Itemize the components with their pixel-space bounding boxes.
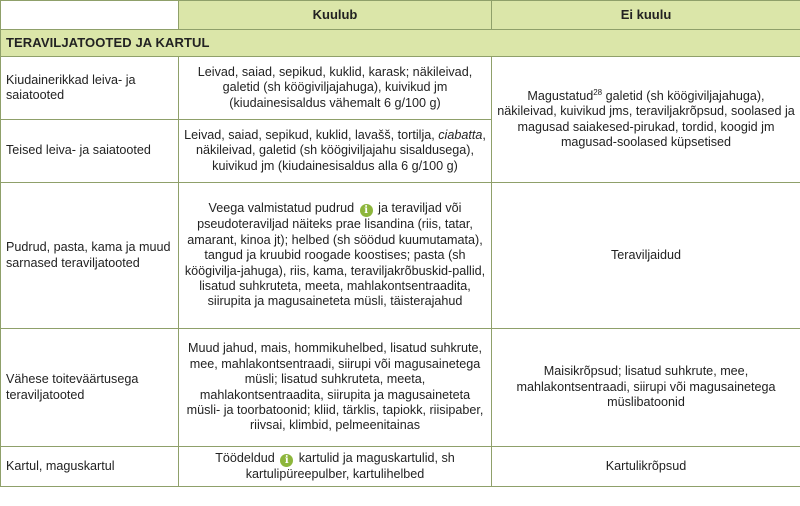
row-category: Kiudainerikkad leiva- ja saiatooted: [1, 57, 179, 120]
row-category: Kartul, maguskartul: [1, 447, 179, 487]
table-row: [1, 183, 800, 329]
row-excludes: [492, 57, 800, 183]
row-includes: Leivad, saiad, sepikud, kuklid, karask; näkileivad, galetid (sh köögiviljajahuga), kuivikud jm (kiudainesisaldus vähemalt 6 g/100 g): [179, 57, 492, 120]
header-includes: Kuulub: [179, 1, 492, 30]
includes-text-a: Veega valmistatud pudrud: [208, 201, 355, 216]
includes-text-b: ja teraviljad või pseudoteraviljad näiteks prae lisandina (riis, tatar, amarant, kinoa jt); helbed (sh söödud kuumutamata), tangud ja kruubid roogade koostises; pasta (sh köögivilja-jahuga), riis, kama, teraviljakrõbuskid-pallid, lisatud suhkruteta, meeta, mahlakontsentraadita, siirupita ja magusaineteta müsli, täisterajahud: [184, 201, 486, 309]
header-row: [1, 1, 800, 30]
includes-text-a: Leivad, saiad, sepikud, kuklid, lavašš, tortilja,: [184, 127, 435, 142]
header-blank-cell: [1, 1, 179, 30]
table-row: [1, 57, 800, 120]
footnote-ref[interactable]: 28: [593, 87, 603, 97]
row-category: Teised leiva- ja saiatooted: [1, 120, 179, 183]
row-includes: [179, 183, 492, 329]
header-excludes: Ei kuulu: [492, 1, 800, 30]
row-excludes: Kartulikrõpsud: [492, 447, 800, 487]
excludes-text-a: Magustatud: [527, 88, 594, 103]
info-icon[interactable]: i: [360, 204, 373, 217]
section-title: TERAVILJATOOTED JA KARTUL: [1, 30, 800, 57]
row-excludes: Maisikrõpsud; lisatud suhkrute, mee, mahlakontsentraadi, siirupi või magusainetega müslibatoonid: [492, 329, 800, 447]
includes-text-b: , näkileivad, galetid (sh köögiviljajahu sisaldusega), kuivikud jm (kiudainesisaldus alla 6 g/100 g): [196, 127, 486, 173]
row-includes: [179, 447, 492, 487]
includes-text-a: Töödeldud: [215, 450, 275, 465]
includes-text-b: kartulid ja maguskartulid, sh kartulipüreepulber, kartulihelbed: [245, 450, 455, 481]
info-icon[interactable]: i: [280, 454, 293, 467]
row-excludes: Teraviljaidud: [492, 183, 800, 329]
table-row: [1, 329, 800, 447]
row-includes: [179, 120, 492, 183]
excludes-text-b: galetid (sh köögiviljajahuga), näkileivad, kuivikud jms, teraviljakrõpsud, soolased ja magusad saiakesed-pirukad, tordid, koogid jm magusad-soolased küpsetised: [497, 88, 795, 149]
includes-italic: ciabatta: [438, 127, 483, 142]
table-row: [1, 447, 800, 487]
row-category: Vähese toiteväärtusega teraviljatooted: [1, 329, 179, 447]
row-includes: Muud jahud, mais, hommikuhelbed, lisatud suhkrute, mee, mahlakontsentraadi, siirupi või magusainetega müsli; lisatud suhkruteta, meeta, mahlakontsentraadita, siirupita ja magusaineteta müsli- ja toorbatoonid; kliid, tärklis, tapiokk, riisipaber, riivsai, klimbid, pelmeenitainas: [179, 329, 492, 447]
section-row: [1, 30, 800, 57]
row-category: Pudrud, pasta, kama ja muud sarnased teraviljatooted: [1, 183, 179, 329]
